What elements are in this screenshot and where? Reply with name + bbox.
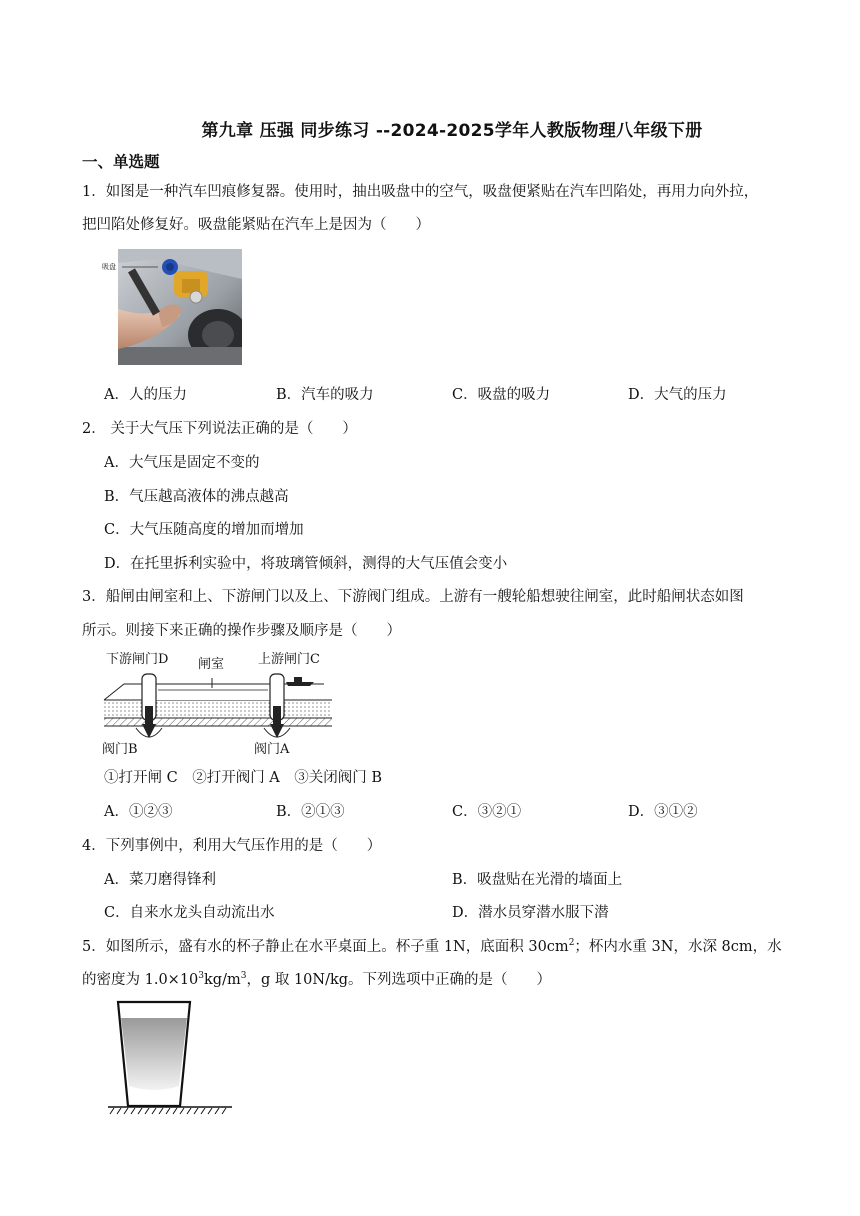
water-cup-diagram xyxy=(104,998,236,1126)
label-valve-a: 阀门A xyxy=(254,742,290,757)
page-title: 第九章 压强 同步练习 --2024-2025学年人教版物理八年级下册 xyxy=(201,121,703,141)
q3-option-c[interactable]: C．③②① xyxy=(452,804,522,820)
ship-lock-diagram xyxy=(100,646,336,758)
q1-line2: 把凹陷处修复好。吸盘能紧贴在汽车上是因为（ ） xyxy=(82,217,430,233)
q5-line1: 5．如图所示，盛有水的杯子静止在水平桌面上。杯子重 1N，底面积 $30cm^2$；杯内水重 3N，水深 8cm，水 xyxy=(82,938,782,955)
q2-option-c[interactable]: C．大气压随高度的增加而增加 xyxy=(104,522,304,538)
q2-option-d[interactable]: D．在托里拆利实验中，将玻璃管倾斜，测得的大气压值会变小 xyxy=(104,556,508,572)
q3-line1: 3．船闸由闸室和上、下游闸门以及上、下游阀门组成。上游有一艘轮船想驶往闸室，此时船闸状态如图 xyxy=(82,589,744,605)
q2-option-b[interactable]: B．气压越高液体的沸点越高 xyxy=(104,489,289,505)
q3-steps: ①打开闸 C ②打开阀门 A ③关闭阀门 B xyxy=(104,770,383,786)
section-heading: 一、单选题 xyxy=(82,153,160,171)
label-valve-b: 阀门B xyxy=(102,742,138,757)
label-gate-c: 上游闸门C xyxy=(258,652,320,667)
q4-option-a[interactable]: A．菜刀磨得锋利 xyxy=(104,872,216,888)
q4-option-d[interactable]: D．潜水员穿潜水服下潜 xyxy=(452,905,609,921)
fig-label-suction-cup: 吸盘 xyxy=(102,263,116,271)
q3-option-a[interactable]: A．①②③ xyxy=(104,804,173,820)
label-gate-d: 下游闸门D xyxy=(106,652,169,667)
q4-option-c[interactable]: C．自来水龙头自动流出水 xyxy=(104,905,275,921)
q4-option-b[interactable]: B．吸盘贴在光滑的墙面上 xyxy=(452,872,623,888)
q2-line1: 2． 关于大气压下列说法正确的是（ ） xyxy=(82,421,357,437)
q2-option-a[interactable]: A．大气压是固定不变的 xyxy=(104,455,260,471)
q3-option-b[interactable]: B．②①③ xyxy=(276,804,345,820)
suction-cup-repair-photo xyxy=(102,249,242,365)
q4-line1: 4．下列事例中，利用大气压作用的是（ ） xyxy=(82,838,382,854)
q1-option-a[interactable]: A．人的压力 xyxy=(104,387,187,403)
q3-option-d[interactable]: D．③①② xyxy=(628,804,698,820)
q5-line2: 的密度为 $1.0\times 10^3kg/m^3$，g 取 10N/kg。下列选项中正确的是（ ） xyxy=(82,971,552,988)
label-chamber: 闸室 xyxy=(198,657,225,672)
q1-option-d[interactable]: D．大气的压力 xyxy=(628,387,727,403)
q3-line2: 所示。则接下来正确的操作步骤及顺序是（ ） xyxy=(82,623,401,639)
q1-option-b[interactable]: B．汽车的吸力 xyxy=(276,387,374,403)
q1-option-c[interactable]: C．吸盘的吸力 xyxy=(452,387,551,403)
q1-line1: 1．如图是一种汽车凹痕修复器。使用时，抽出吸盘中的空气，吸盘便紧贴在汽车凹陷处，再用力向外拉， xyxy=(82,184,759,200)
